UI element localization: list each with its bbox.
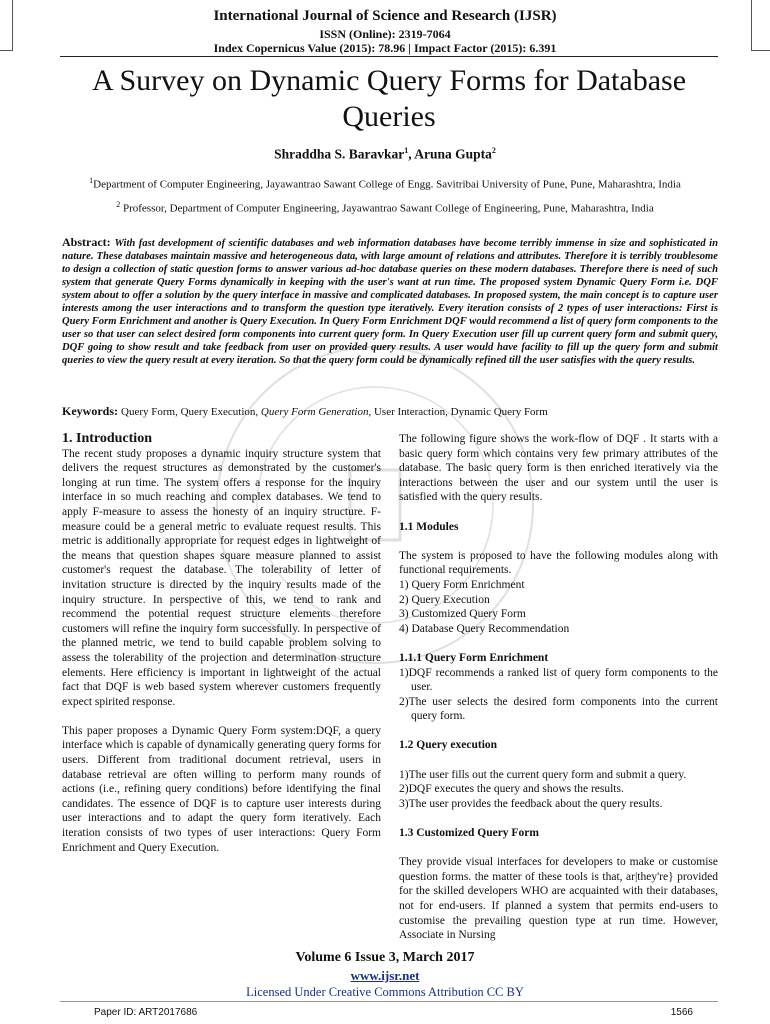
journal-name: International Journal of Science and Research (IJSR) (213, 8, 557, 24)
right-column (399, 432, 718, 943)
abstract-text: With fast development of scientific databases and web information databases have become terribly immense in size and sophisticated in nature. These databases maintain massive and heterogeneous data, with large amount of relations and attributes. Therefore it is terribly troublesome to design a collection of static question forms to answer various ad-hoc database queries on these modern databases. Therefore there is need of such system that generate Query Forms dynamically in keeping with the user's want at run time. The proposed system Dynamic Query Form i.e. DQF system about to offer a solution by the query interface in massive and complicated databases. In proposed system, the main concept is to capture user interests among the user interactions and to transform the question type iteratively. Every iteration consists of 2 types of user interactions: First is Query Form Enrichment and another is Query Execution. In Query Form Enrichment DQF would recommend a list of query form components to the user so that user can select desired form components into current query form. In Query Execution user fill up current query form and submit query, DQF going to show result and take feedback from user on provided query results. A user would have facility to fill up the query form and submit queries to view the query result at every iteration. So that the query form could be dynamically refined till the user satisfies with the query results. (62, 238, 718, 366)
issn: ISSN (Online): 2319-7064 (319, 27, 451, 41)
author-sep: , (408, 146, 415, 162)
intro-paragraph-2: This paper proposes a Dynamic Query Form system:DQF, a query interface which is capable of dynamically generating query forms for users. Different from traditional document retrieval, users in database retrieval are often willing to perform many rounds of actions (i.e., refining query conditions) before identifying the final candidates. The essence of DQF is to capture user interests during user interactions and to adapt the query form iteratively. Each iteration consists of two types of user interactions: Query Form Enrichment and Query Execution. (62, 724, 381, 854)
list-item: 2)DQF executes the query and shows the results. (399, 783, 624, 796)
author-1-sup: 1 (404, 146, 409, 155)
keywords-part2: Query Form Generation (260, 406, 369, 418)
index-impact: Index Copernicus Value (2015): 78.96 | Impact Factor (2015): 6.391 (213, 41, 557, 55)
list-item: 1) Query Form Enrichment (399, 578, 525, 591)
authors (0, 146, 770, 163)
customized-form-heading: 1.3 Customized Query Form (399, 827, 539, 840)
keywords-label: Keywords: (62, 404, 121, 418)
footer-license[interactable]: Licensed Under Creative Commons Attribution CC BY (246, 985, 524, 999)
paper-id: Paper ID: ART2017686 (94, 1007, 198, 1018)
section-introduction-heading: 1. Introduction (62, 431, 152, 446)
modules-heading: 1.1 Modules (399, 520, 459, 533)
aff2-sup: 2 (116, 200, 121, 209)
affiliation-1 (0, 176, 770, 191)
footer-volume: Volume 6 Issue 3, March 2017 (295, 950, 475, 965)
keywords (62, 404, 718, 419)
page-number: 1566 (670, 1007, 693, 1018)
keywords-part1: Query Form, Query Execution, (121, 406, 261, 418)
keywords-part3: , User Interaction, Dynamic Query Form (368, 406, 548, 418)
list-item: 3)The user provides the feedback about the query results. (399, 797, 663, 810)
query-execution-heading: 1.2 Query execution (399, 739, 498, 752)
left-column (62, 432, 381, 855)
list-item: 1)DQF recommends a ranked list of query form components to the user. (399, 666, 718, 694)
list-item: 2) Query Execution (399, 593, 490, 606)
author-2: Aruna Gupta (414, 146, 492, 162)
header-rule (60, 56, 718, 57)
paper-title: A Survey on Dynamic Query Forms for Database Queries (91, 64, 687, 133)
abstract-label: Abstract: (62, 235, 115, 249)
abstract (62, 236, 718, 367)
customized-form-paragraph: They provide visual interfaces for developers to make or customise question forms. the matter of these tools is that, ar|they're} provided for the skilled developers WHO are acquainted with their databases, not for end-users. If planned a system that permits end-users to customise the prevailing question type at run time. However, Associate in Nursing (399, 856, 718, 942)
workflow-paragraph: The following figure shows the work-flow of DQF . It starts with a basic query form which contains very few primary attributes of the database. The basic query form is then enriched iteratively via the interactions between the user and our system until the user is satisfied with the query results. (399, 433, 718, 504)
intro-paragraph-1: The recent study proposes a dynamic inquiry structure system that delivers the request structures as demonstrated by the customer's longing at run time. The system offers a response for the inquiry interface in so much reaching and complex databases. We tend to apply F-measure to assess the honesty of an inquiry structure. F-measure could be a general metric to evaluate request results. This metric is additionally appropriate for request edges in lightweight of the means that question shapes square measure planned to assist customer's request the database. The tolerability of letter of invitation structure is directed by the inquiry results made of the inquiry structure. In perspective of this, we tend to rank and recommend the potential request structure elements therefore customers will refine the inquiry form successfully. In perspective of the planned metric, we tend to build capable problem solving to assess the tolerability of the projection and determination structure elements. Here efficiency is important in lightweight of the actual fact that DQF is web based system wherever customers frequently expect spirited response. (62, 447, 381, 708)
aff1-text: Department of Computer Engineering, Jayawantrao Sawant College of Engg. Savitribai University of Pune, Pune, Maharashtra, India (93, 178, 681, 191)
list-item: 4) Database Query Recommendation (399, 622, 570, 635)
footer-url-link[interactable]: www.ijsr.net (350, 968, 420, 983)
aff1-sup: 1 (89, 176, 94, 185)
aff2-text: Professor, Department of Computer Engineering, Jayawantrao Sawant College of Engineering, Pune, Maharashtra, India (120, 202, 654, 215)
modules-paragraph: The system is proposed to have the following modules along with functional requirements. (399, 549, 718, 577)
author-1: Shraddha S. Baravkar (274, 146, 405, 162)
list-item: 1)The user fills out the current query form and submit a query. (399, 768, 687, 781)
affiliation-2 (0, 200, 770, 215)
footer-rule (60, 1001, 718, 1002)
author-2-sup: 2 (491, 146, 496, 155)
list-item: 3) Customized Query Form (399, 608, 526, 621)
enrichment-heading: 1.1.1 Query Form Enrichment (399, 651, 549, 664)
list-item: 2)The user selects the desired form components into the current query form. (399, 695, 718, 723)
